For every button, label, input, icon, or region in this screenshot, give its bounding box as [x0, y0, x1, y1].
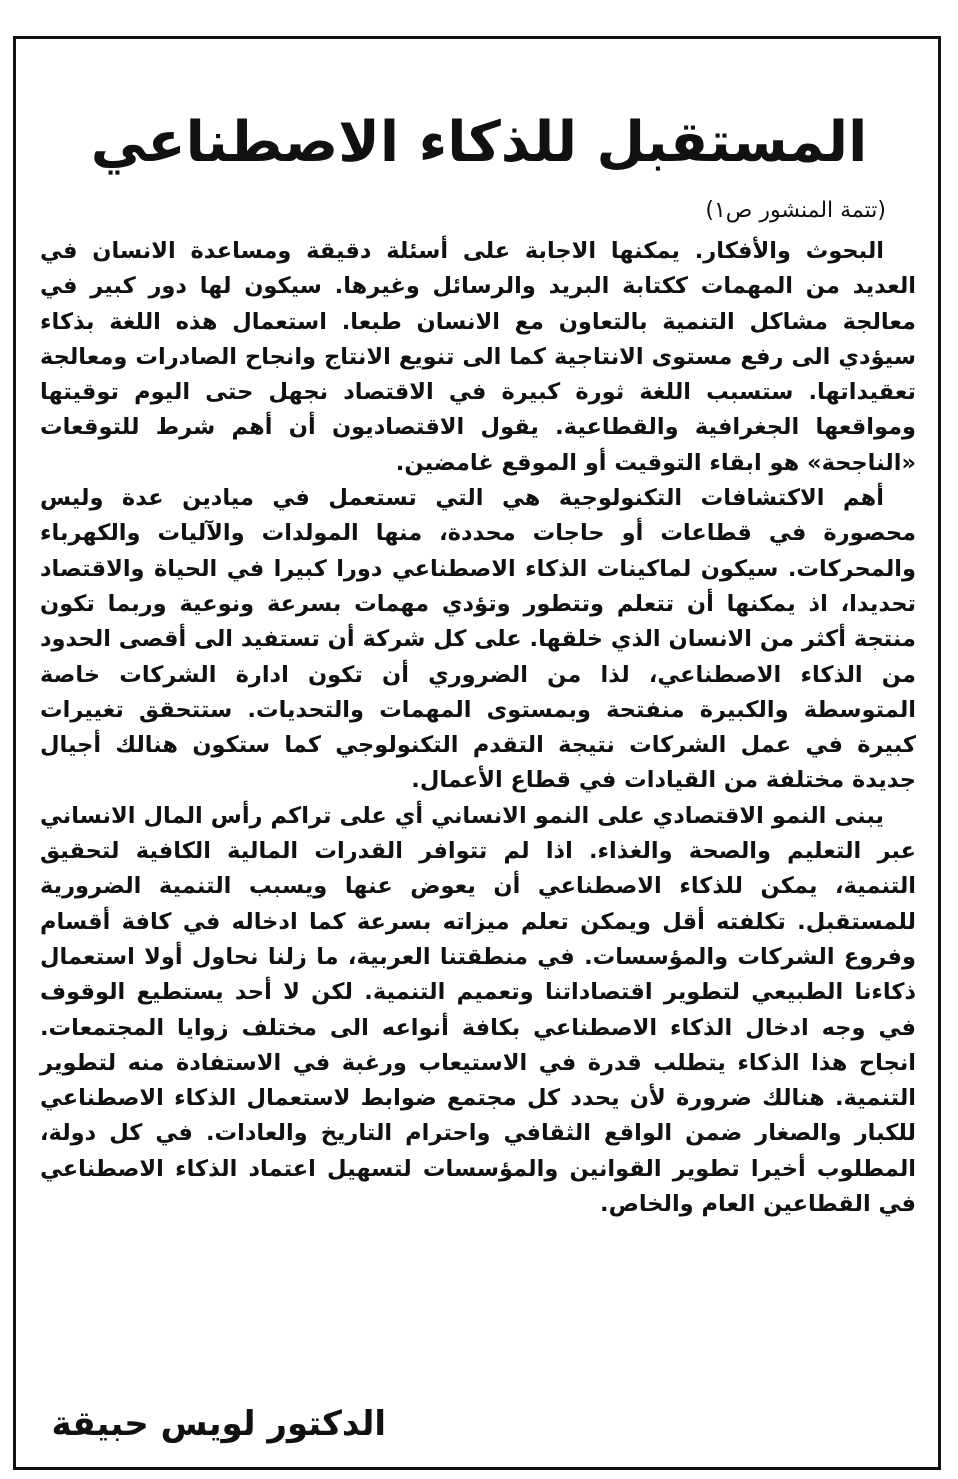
author-signature: الدكتور لويس حبيقة: [51, 1404, 386, 1444]
paragraph: يبنى النمو الاقتصادي على النمو الانساني أي على تراكم رأس المال الانساني عبر التعليم والصحة والغذاء. اذا لم تتوافر القدرات المالية الكافية لتحقيق التنمية، يمكن للذكاء الاصطناعي أن يعوض عنها ويسبب التنمية الضرورية للمستقبل. تكلفته أقل ويمكن تعلم ميزاته بسرعة كما ادخاله في كافة أقسام وفروع الشركات والمؤسسات. في منطقتنا العربية، ما زلنا نحاول أولا استعمال ذكاءنا الطبيعي لتطوير اقتصاداتنا وتعميم التنمية. لكن لا أحد يستطيع الوقوف في وجه ادخال الذكاء الاصطناعي بكافة أنواعه الى مختلف زوايا المجتمعات. انجاح هذا الذكاء يتطلب قدرة في الاستيعاب ورغبة في الاستفادة منه لتطوير التنمية. هنالك ضرورة لأن يحدد كل مجتمع ضوابط لاستعمال الذكاء الاصطناعي للكبار والصغار ضمن الواقع الثقافي واحترام التاريخ والعادات. في كل دولة، المطلوب أخيرا تطوير القوانين والمؤسسات لتسهيل اعتماد الذكاء الاصطناعي في القطاعين العام والخاص.: [40, 802, 916, 1218]
article-body: [40, 234, 916, 1222]
paragraph: البحوث والأفكار. يمكنها الاجابة على أسئلة دقيقة ومساعدة الانسان في العديد من المهمات ككتابة البريد والرسائل وغيرها. سيكون لها دور كبير في معالجة مشاكل التنمية بالتعاون مع الانسان طبعا. استعمال هذه اللغة بذكاء سيؤدي الى رفع مستوى الانتاجية كما الى تنويع الانتاج وانجاح الصادرات ومعالجة تعقيداتها. ستسبب اللغة ثورة كبيرة في الاقتصاد نجهل حتى اليوم توقيتها ومواقعها الجغرافية والقطاعية. يقول الاقتصاديون أن أهم شرط للتوقعات «الناجحة» هو ابقاء التوقيت أو الموقع غامضين.: [40, 238, 916, 476]
article-title: المستقبل للذكاء الاصطناعي: [90, 109, 868, 175]
paragraph: أهم الاكتشافات التكنولوجية هي التي تستعمل في ميادين عدة وليس محصورة في قطاعات أو حاجات محددة، منها المولدات والآليات والكهرباء والمحركات. سيكون لماكينات الذكاء الاصطناعي دورا كبيرا في الحياة والاقتصاد تحديدا، اذ يمكنها أن تتعلم وتتطور وتؤدي مهمات بسرعة ونوعية وربما تكون منتجة أكثر من الانسان الذي خلقها. على كل شركة أن تستفيد الى أقصى الحدود من الذكاء الاصطناعي، لذا من الضروري أن تكون ادارة الشركات خاصة المتوسطة والكبيرة منفتحة وبمستوى المهمات والتحديات. ستتحقق تغييرات كبيرة في عمل الشركات نتيجة التقدم التكنولوجي كما ستكون هنالك أجيال جديدة مختلفة من القيادات في قطاع الأعمال.: [40, 485, 916, 794]
continued-note: (تتمة المنشور ص١): [705, 198, 886, 223]
